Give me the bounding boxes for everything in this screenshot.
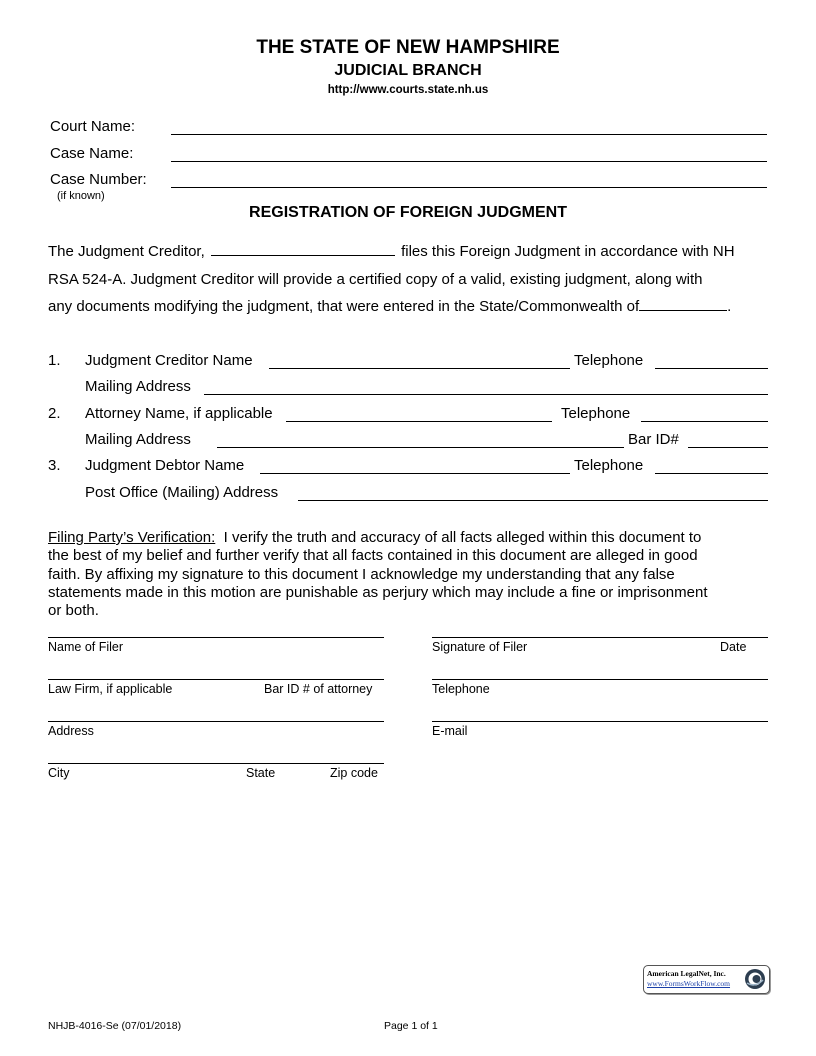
page-number: Page 1 of 1	[384, 1020, 438, 1032]
filer-name-label: Name of Filer	[48, 640, 124, 654]
intro-text-continued: files this Foreign Judgment in accordance with NH	[401, 243, 735, 260]
attorney-mailing-field[interactable]	[217, 447, 624, 448]
case-name-label: Case Name:	[50, 145, 134, 162]
filer-signature-label: Signature of Filer	[432, 640, 528, 654]
item-number-1: 1.	[48, 352, 61, 369]
date-label: Date	[720, 640, 747, 654]
filer-signature-field[interactable]	[432, 637, 768, 638]
creditor-name-label: Judgment Creditor Name	[85, 352, 253, 369]
bar-id-label: Bar ID#	[628, 431, 679, 448]
form-title: REGISTRATION OF FOREIGN JUDGMENT	[249, 204, 567, 221]
po-address-label: Post Office (Mailing) Address	[85, 484, 279, 501]
attorney-name-label: Attorney Name, if applicable	[85, 405, 273, 422]
verification-line-4: statements made in this motion are punishable as perjury which may include a fine or imprisonment	[48, 583, 708, 601]
intro-line-3: any documents modifying the judgment, that were entered in the State/Commonwealth of	[48, 298, 640, 315]
filer-telephone-label: Telephone	[432, 682, 490, 696]
verification-paragraph	[48, 529, 783, 620]
publisher-name: American LegalNet, Inc.	[647, 969, 726, 978]
intro-paragraph	[48, 238, 778, 321]
case-number-label: Case Number:	[50, 171, 147, 188]
bar-id-field[interactable]	[688, 447, 768, 448]
attorney-telephone-label: Telephone	[561, 405, 631, 422]
law-firm-field[interactable]	[48, 679, 384, 680]
creditor-telephone-field[interactable]	[655, 368, 768, 369]
creditor-mailing-field[interactable]	[204, 394, 768, 395]
address-label: Address	[48, 724, 94, 738]
court-website-link[interactable]: http://www.courts.state.nh.us	[327, 84, 489, 96]
judgment-creditor-blank[interactable]	[211, 241, 395, 256]
case-name-field[interactable]	[171, 161, 767, 162]
state-commonwealth-blank[interactable]	[639, 296, 727, 311]
filer-name-field[interactable]	[48, 637, 384, 638]
item-number-3: 3.	[48, 457, 61, 474]
filer-telephone-field[interactable]	[432, 679, 768, 680]
attorney-name-field[interactable]	[286, 421, 552, 422]
creditor-name-field[interactable]	[269, 368, 570, 369]
city-label: City	[48, 766, 70, 780]
court-name-label: Court Name:	[50, 118, 136, 135]
address-field[interactable]	[48, 721, 384, 722]
court-name-field[interactable]	[171, 134, 767, 135]
if-known-note: (if known)	[57, 190, 105, 202]
debtor-name-field[interactable]	[260, 473, 570, 474]
verification-line-2: the best of my belief and further verify that all facts contained in this document are alleged in good	[48, 547, 698, 565]
zip-code-label: Zip code	[330, 766, 378, 780]
attorney-mailing-label: Mailing Address	[85, 431, 191, 448]
verification-line-1: I verify the truth and accuracy of all facts alleged within this document to	[223, 529, 702, 546]
email-label: E-mail	[432, 724, 468, 738]
attorney-telephone-field[interactable]	[641, 421, 768, 422]
debtor-telephone-label: Telephone	[574, 457, 644, 474]
intro-period: .	[727, 298, 732, 315]
debtor-telephone-field[interactable]	[655, 473, 768, 474]
city-state-zip-field[interactable]	[48, 763, 384, 764]
verification-line-3: faith. By affixing my signature to this document I acknowledge my understanding that any false	[48, 565, 675, 583]
publisher-globe-icon	[744, 968, 766, 990]
state-label: State	[246, 766, 276, 780]
form-id: NHJB-4016-Se (07/01/2018)	[48, 1020, 182, 1032]
intro-text-start: The Judgment Creditor,	[48, 243, 205, 260]
attorney-bar-id-label: Bar ID # of attorney	[264, 682, 373, 696]
creditor-mailing-label: Mailing Address	[85, 378, 191, 395]
intro-line-2: RSA 524-A. Judgment Creditor will provide a certified copy of a valid, existing judgment, along with	[48, 270, 703, 288]
law-firm-label: Law Firm, if applicable	[48, 682, 173, 696]
judicial-branch-heading: JUDICIAL BRANCH	[334, 62, 482, 79]
verification-heading: Filing Party’s Verification:	[48, 529, 216, 546]
publisher-site-link[interactable]: www.FormsWorkFlow.com	[647, 979, 731, 988]
court-state-heading: THE STATE OF NEW HAMPSHIRE	[256, 37, 560, 58]
email-field[interactable]	[432, 721, 768, 722]
verification-line-5: or both.	[48, 602, 99, 620]
po-address-field[interactable]	[298, 500, 768, 501]
publisher-logo[interactable]	[643, 965, 770, 994]
debtor-name-label: Judgment Debtor Name	[85, 457, 245, 474]
item-number-2: 2.	[48, 405, 61, 422]
case-number-field[interactable]	[171, 187, 767, 188]
creditor-telephone-label: Telephone	[574, 352, 644, 369]
